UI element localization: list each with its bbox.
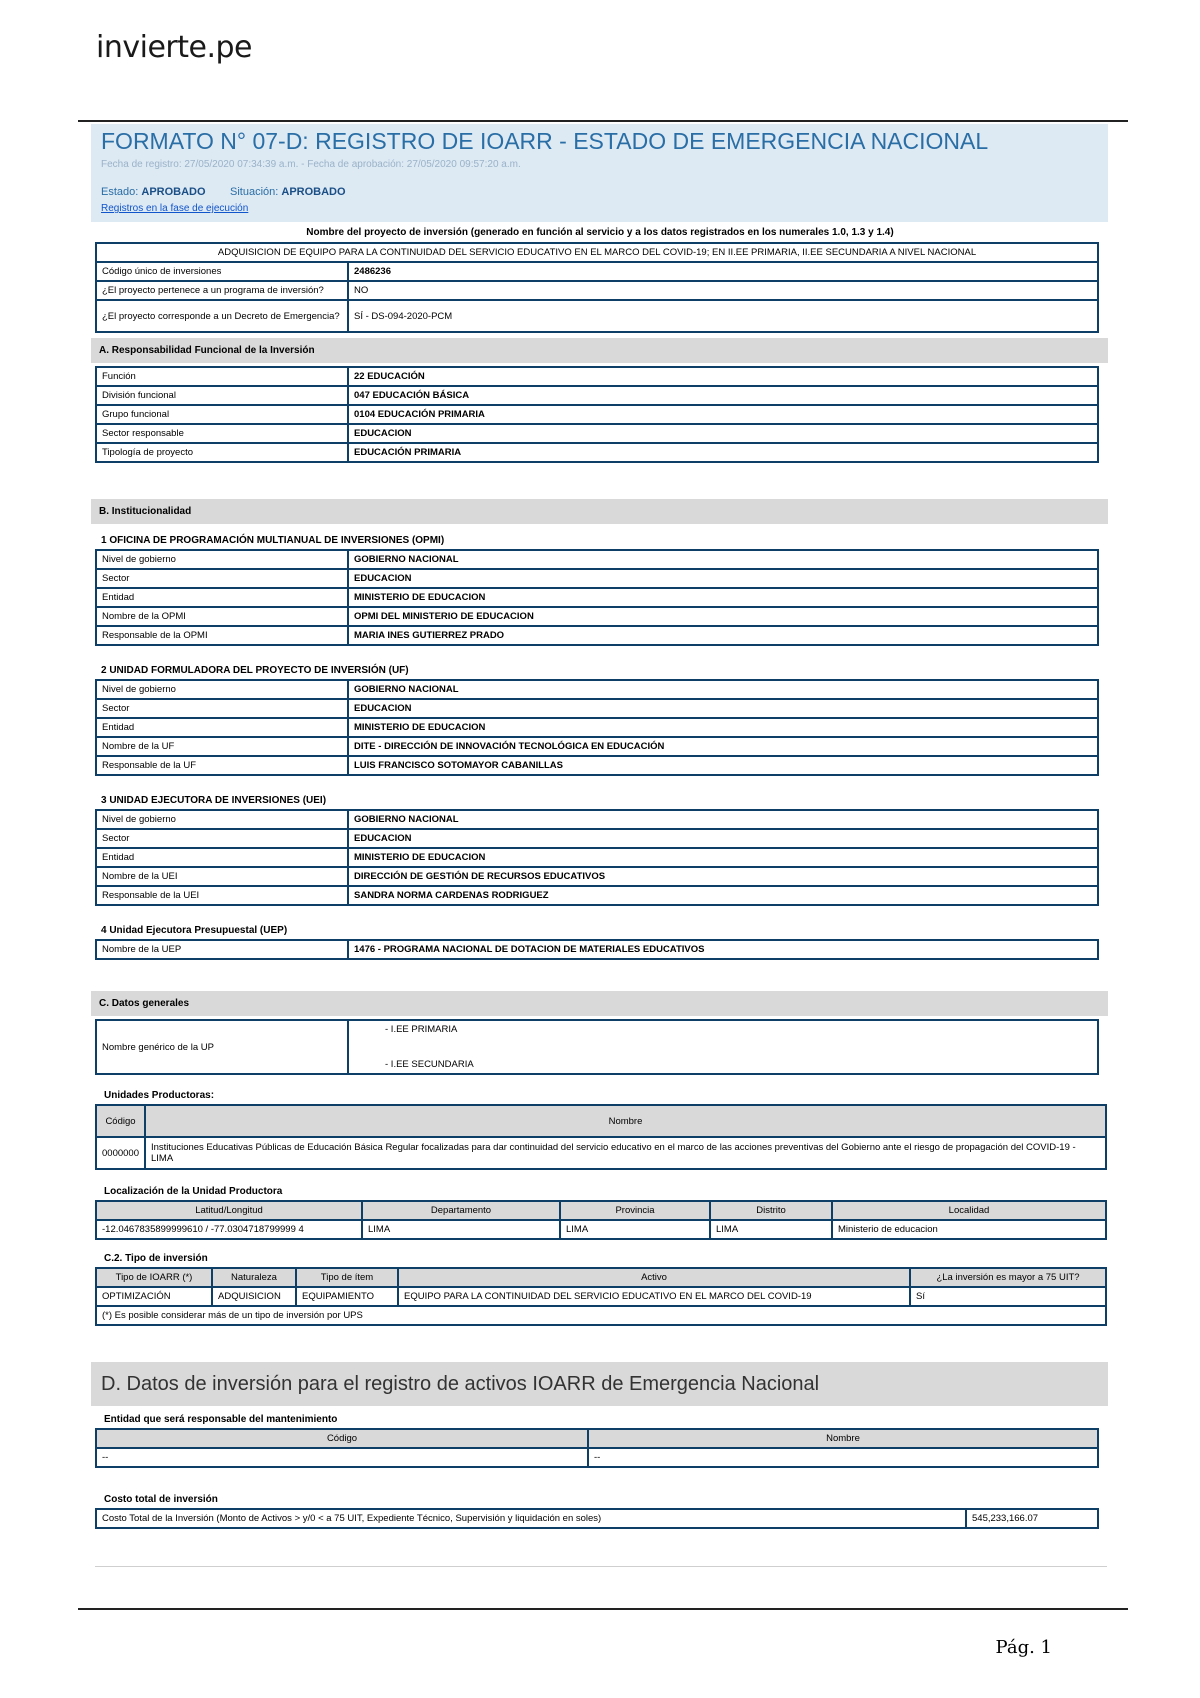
section-c-header: C. Datos generales (91, 991, 1108, 1016)
table-row: ¿El proyecto pertenece a un programa de inversión? NO (96, 281, 1098, 300)
column-header: Activo (398, 1268, 910, 1287)
entidad-table (95, 1428, 1099, 1468)
localizacion-caption: Localización de la Unidad Productora (104, 1186, 283, 1197)
column-header: Nombre (145, 1105, 1106, 1137)
uep-caption: 4 Unidad Ejecutora Presupuestal (UEP) (101, 925, 288, 936)
project-name-caption: Nombre del proyecto de inversión (generado en función al servicio y a los datos registrados en los numerales 1.0, 1.3 y 1.4) (306, 227, 894, 238)
table-row: Responsable de la OPMI MARIA INES GUTIERREZ PRADO (96, 626, 1098, 645)
costo-table (95, 1508, 1099, 1529)
table-row: ¿El proyecto corresponde a un Decreto de Emergencia? SÍ - DS-094-2020-PCM (96, 300, 1098, 332)
top-divider (78, 120, 1128, 122)
section-d-title: D. Datos de inversión para el registro de activos IOARR de Emergencia Nacional (101, 1373, 820, 1395)
entidad-caption: Entidad que será responsable del mantenimiento (104, 1414, 338, 1425)
column-header: Naturaleza (212, 1268, 296, 1287)
status-line (101, 186, 346, 198)
table-row: Costo Total de la Inversión (Monto de Activos > y/0 < a 75 UIT, Expediente Técnico, Supervisión y liquidación en soles) 545,233,166.07 (96, 1509, 1098, 1528)
table-row: División funcional 047 EDUCACIÓN BÁSICA (96, 386, 1098, 405)
table-row: Responsable de la UEI SANDRA NORMA CARDENAS RODRIGUEZ (96, 886, 1098, 905)
estado-label: Estado: (101, 186, 139, 198)
opmi-table (95, 549, 1099, 646)
uei-table (95, 809, 1099, 906)
table-row (96, 1306, 1106, 1325)
unidades-caption: Unidades Productoras: (104, 1090, 215, 1101)
section-b-header: B. Institucionalidad (91, 499, 1108, 524)
column-header: Departamento (362, 1201, 560, 1220)
table-row: Tipología de proyecto EDUCACIÓN PRIMARIA (96, 443, 1098, 462)
uf-table (95, 679, 1099, 776)
table-row: Código único de inversiones 2486236 (96, 262, 1098, 281)
table-row: -12.0467835899999610 / -77.0304718799999 4 LIMA LIMA LIMA Ministerio de educacion (96, 1220, 1106, 1239)
table-row: Nivel de gobierno GOBIERNO NACIONAL (96, 680, 1098, 699)
column-header: Nombre (588, 1429, 1098, 1448)
footer-divider (78, 1608, 1128, 1610)
document-dates: Fecha de registro: 27/05/2020 07:34:39 a.m. - Fecha de aprobación: 27/05/2020 09:57:20 a.m. (101, 159, 521, 170)
table-row: Nombre de la OPMI OPMI DEL MINISTERIO DE EDUCACION (96, 607, 1098, 626)
column-header: Código (96, 1105, 145, 1137)
document-title: FORMATO N° 07-D: REGISTRO DE IOARR - ESTADO DE EMERGENCIA NACIONAL (101, 128, 989, 154)
tipo-inversion-table (95, 1267, 1107, 1326)
column-header: Distrito (710, 1201, 832, 1220)
registros-ejecucion-link[interactable]: Registros en la fase de ejecución (101, 203, 249, 214)
table-row: Función 22 EDUCACIÓN (96, 367, 1098, 386)
column-header: Provincia (560, 1201, 710, 1220)
table-row: Responsable de la UF LUIS FRANCISCO SOTOMAYOR CABANILLAS (96, 756, 1098, 775)
uep-table (95, 939, 1099, 960)
nombre-generico-value: - I.EE SECUNDARIA (385, 1059, 474, 1070)
table-row: Nombre de la UEI DIRECCIÓN DE GESTIÓN DE RECURSOS EDUCATIVOS (96, 867, 1098, 886)
column-header: Latitud/Longitud (96, 1201, 362, 1220)
situacion-value: APROBADO (281, 186, 346, 198)
section-a-header: A. Responsabilidad Funcional de la Inversión (91, 338, 1108, 363)
estado-value: APROBADO (141, 186, 206, 198)
table-row: Nombre de la UF DITE - DIRECCIÓN DE INNOVACIÓN TECNOLÓGICA EN EDUCACIÓN (96, 737, 1098, 756)
section-a-table (95, 366, 1099, 463)
project-table (95, 242, 1099, 333)
situacion-label: Situación: (230, 186, 279, 198)
table-row: OPTIMIZACIÓN ADQUISICION EQUIPAMIENTO EQUIPO PARA LA CONTINUIDAD DEL SERVICIO EDUCATIVO EN EL MARCO DEL COVID-19 Sí (96, 1287, 1106, 1306)
tipo-inversion-caption: C.2. Tipo de inversión (104, 1253, 208, 1264)
table-row: Nombre de la UEP 1476 - PROGRAMA NACIONAL DE DOTACION DE MATERIALES EDUCATIVOS (96, 940, 1098, 959)
uei-caption: 3 UNIDAD EJECUTORA DE INVERSIONES (UEI) (101, 795, 327, 806)
table-row: Entidad MINISTERIO DE EDUCACION (96, 848, 1098, 867)
content-end-divider (95, 1566, 1107, 1567)
costo-caption: Costo total de inversión (104, 1494, 218, 1505)
project-name: ADQUISICION DE EQUIPO PARA LA CONTINUIDAD DEL SERVICIO EDUCATIVO EN EL MARCO DEL COVID-19; EN II.EE PRIMARIA, II.EE SECUNDARIA A NIVEL NACIONAL (96, 243, 1098, 262)
table-row: Sector EDUCACION (96, 829, 1098, 848)
table-row: Entidad MINISTERIO DE EDUCACION (96, 718, 1098, 737)
table-row: Sector EDUCACION (96, 569, 1098, 588)
table-row: Entidad MINISTERIO DE EDUCACION (96, 588, 1098, 607)
unidades-table (95, 1104, 1107, 1170)
tipo-inversion-note: (*) Es posible considerar más de un tipo de inversión por UPS (96, 1306, 1106, 1325)
table-row: Sector EDUCACION (96, 699, 1098, 718)
table-row: Sector responsable EDUCACION (96, 424, 1098, 443)
opmi-caption: 1 OFICINA DE PROGRAMACIÓN MULTIANUAL DE INVERSIONES (OPMI) (101, 535, 445, 546)
column-header: Tipo de IOARR (*) (96, 1268, 212, 1287)
table-row: Grupo funcional 0104 EDUCACIÓN PRIMARIA (96, 405, 1098, 424)
table-row: -- -- (96, 1448, 1098, 1467)
nombre-generico-table (95, 1019, 1099, 1075)
table-row: Nivel de gobierno GOBIERNO NACIONAL (96, 550, 1098, 569)
column-header: ¿La inversión es mayor a 75 UIT? (910, 1268, 1106, 1287)
column-header: Localidad (832, 1201, 1106, 1220)
nombre-generico-value: - I.EE PRIMARIA (385, 1024, 458, 1035)
table-row: Nivel de gobierno GOBIERNO NACIONAL (96, 810, 1098, 829)
table-row: Nombre genérico de la UP - I.EE PRIMARIA - I.EE SECUNDARIA (96, 1020, 1098, 1074)
invierte-logo: invierte.pe (96, 30, 252, 65)
column-header: Tipo de ítem (296, 1268, 398, 1287)
localizacion-table (95, 1200, 1107, 1240)
costo-value: 545,233,166.07 (966, 1509, 1098, 1528)
column-header: Código (96, 1429, 588, 1448)
page-number: Pág. 1 (995, 1637, 1052, 1658)
uf-caption: 2 UNIDAD FORMULADORA DEL PROYECTO DE INVERSIÓN (UF) (101, 665, 409, 676)
table-row: 0000000 Instituciones Educativas Públicas de Educación Básica Regular focalizadas para dar continuidad del servicio educativo en el marco de las acciones preventivas del Gobierno ante el riesgo de propagación del COVID-19 - LIMA (96, 1137, 1106, 1169)
